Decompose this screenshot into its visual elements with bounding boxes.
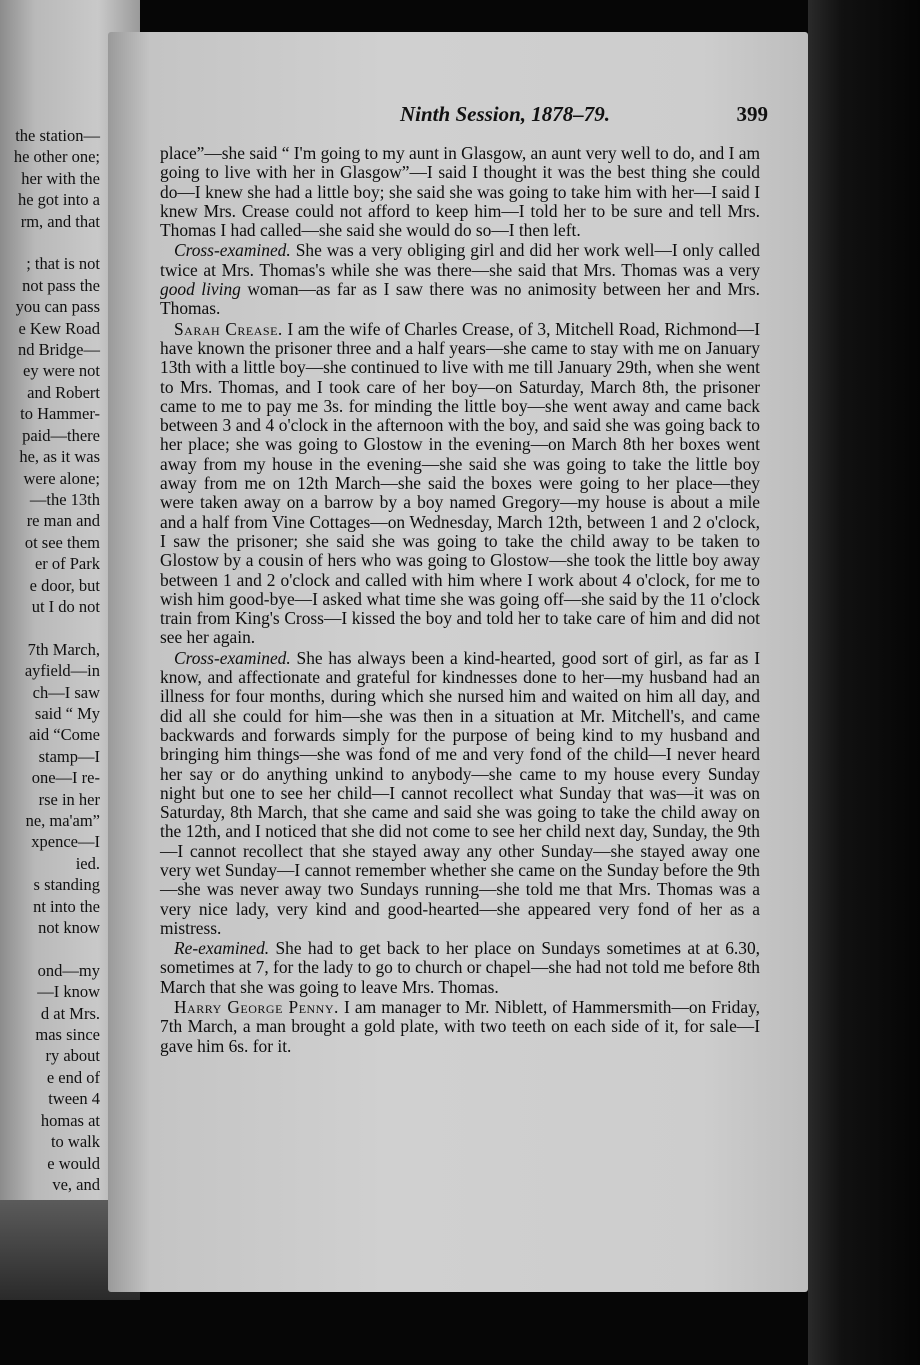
left-page-line: to walk [50, 1132, 100, 1152]
left-page-line: were alone; [23, 468, 100, 488]
left-page-line: tween 4 [48, 1089, 100, 1109]
page-header [168, 102, 768, 132]
left-page-line: ry about [45, 1046, 100, 1066]
page-body [160, 144, 760, 1056]
cross-examined-label-2: Cross-examined. [174, 647, 291, 668]
left-page-line: the station— [15, 126, 100, 145]
background-edge [808, 0, 920, 1365]
left-page-line: not pass the [22, 275, 100, 295]
left-page-line: and Robert [27, 382, 100, 402]
paragraph-4-text: She has always been a kind-hearted, good sort of girl, as far as I know, and affectionate and grateful for kindnesses done to her—my husband had an illness for four months, during which she nursed him and waited on him all day, and did all she could for him—she was then in a situation at Mr. Mitchell's, and came backwards and forwards simply for the purpose of being kind to my husband and bringing him things—she was fond of me and very fond of the child—I never heard her say or do anything unkind to anybody—she came to my house every Sunday night but one to see her child—I cannot recollect what Sunday that was—it was on Saturday, 8th March, that she came and said she was going to take the child away on the 12th, and I noticed that she did not come to see her child next day, Sunday, the 9th—I cannot recollect that she stayed away any other Sunday—she stayed away one very wet Sunday—I cannot remember whether she came on the Sunday before the 9th—she was never away two Sundays running—she told me that Mrs. Thomas was a very nice lady, very kind and good-hearted—she appeared very fond of her as a mistress. [160, 647, 760, 938]
left-page-line: ch—I saw [32, 682, 100, 702]
left-page-line: he other one; [13, 147, 100, 167]
left-page-line: —I know [37, 982, 100, 1002]
left-page-line: —the 13th [29, 489, 100, 509]
left-page-line [0, 617, 100, 638]
left-page-line: xpence—I [31, 832, 100, 852]
left-page-line: re man and [26, 511, 100, 531]
paragraph-re-examination [160, 939, 760, 997]
left-page-line: aid “Come [28, 725, 100, 745]
left-page-line: e would [47, 1153, 100, 1173]
left-page-line: ne, ma'am” [25, 811, 100, 830]
left-page-line: rse in her [38, 789, 100, 809]
left-page-line: said “ My [34, 703, 100, 723]
left-page-line: 7th March, [27, 639, 100, 659]
emphasis-good-living: good living [160, 279, 241, 300]
left-page-line: er of Park [34, 554, 100, 574]
left-page-line [0, 232, 100, 253]
witness-name-harry-george-penny: Harry George Penny. [174, 997, 339, 1018]
left-page-line: her with the [21, 168, 100, 188]
left-page-line: ey were not [23, 361, 100, 381]
left-page-line: ; that is not [26, 254, 100, 274]
left-page-line [0, 938, 100, 959]
paragraph-harry-george-penny [160, 998, 760, 1056]
left-page-line: e Kew Road [18, 318, 100, 338]
session-title: Ninth Session, 1878–79. [400, 102, 611, 126]
left-page-line: he got into a [17, 190, 100, 210]
cross-examined-label: Cross-examined. [174, 240, 291, 261]
left-page-line: ied. [75, 853, 100, 873]
witness-name-sarah-crease: Sarah Crease. [174, 318, 283, 339]
left-page-line: not know [38, 918, 100, 938]
paragraph-1-text: place”—she said “ I'm going to my aunt in Glasgow, an aunt very well to do, and I am going to live with her in Glasgow”—I said I thought it was the best thing she could do—I knew she had a little boy; she said she was going to take him with her—I said I knew Mrs. Crease could not afford to keep him—I told her to be sure and tell Mrs. Thomas I had called—she said she would do so—I then left. [160, 143, 760, 241]
left-page-line: ut I do not [31, 596, 100, 616]
paragraph-2-text-b: woman—as far as I saw there was no animosity between her and Mrs. Thomas. [160, 279, 760, 319]
left-page-line: ond—my [37, 960, 100, 980]
left-page-line: paid—there [22, 425, 100, 445]
paragraph-cross-examination-1 [160, 241, 760, 318]
left-page-line: one—I re- [31, 768, 100, 788]
left-page-text [0, 125, 100, 1217]
paragraph-1 [160, 144, 760, 240]
re-examined-label: Re-examined. [174, 938, 270, 959]
paragraph-cross-examination-2 [160, 649, 760, 938]
paragraph-5-text: She had to get back to her place on Sundays sometimes at at 6.30, sometimes at 7, for the lady to go to church or chapel—she had not told me before 8th March that she was going to leave Mrs. Thomas. [160, 938, 760, 997]
left-page-line: stamp—I [38, 746, 100, 766]
page-number: 399 [736, 102, 768, 126]
paragraph-6-text: I am manager to Mr. Niblett, of Hammersmith—on Friday, 7th March, a man brought a gold plate, with two teeth on each side of it, for sale—I gave him 6s. for it. [160, 997, 760, 1056]
left-page-line: he, as it was [19, 447, 100, 467]
left-page-line: d at Mrs. [40, 1003, 100, 1023]
left-page-line: ot see them [24, 532, 100, 552]
paragraph-2-text-a: She was a very obliging girl and did her work well—I only called twice at Mrs. Thomas's while she was there—she said that Mrs. Thomas was a very [160, 240, 760, 280]
left-page-line: you can pass [15, 297, 100, 317]
left-page-line: homas at [40, 1110, 100, 1130]
paragraph-3-text: I am the wife of Charles Crease, of 3, Mitchell Road, Richmond—I have known the prisoner three and a half years—she came to stay with me on January 13th with a little boy—she continued to live with me till January 29th, when she went to Mrs. Thomas, and I took care of her boy—on Saturday, March 8th, the prisoner came to me to pay me 3s. for minding the little boy—she went away and came back between 3 and 4 o'clock in the afternoon with the boy, and said she was going back to her place; she was going to Glostow in the evening—on March 8th her boxes went away from my house in the evening—she said she was going to take the little boy away from me on 12th March—she said the boxes were going to her place—they were taken away on a barrow by a boy named Gregory—my house is about a mile and a half from Vine Cottages—on Wednesday, March 12th, between 1 and 2 o'clock, I saw the prisoner; she said she was going to take the child away to be taken to Glostow by a cousin of hers who was going to Glostow—she took the little boy away between 1 and 2 o'clock and called with him where I work about 4 o'clock, for me to wish him good-bye—I asked what time she was going off—she said by the 11 o'clock train from King's Cross—I kissed the boy and told her to take care of him and did not see her again. [160, 318, 760, 648]
left-page-line: nt into the [33, 896, 100, 916]
left-page-line: e door, but [29, 575, 100, 595]
left-page-line: ve, and [52, 1174, 100, 1194]
left-page-line: to Hammer- [20, 404, 100, 424]
book-page [108, 32, 808, 1292]
left-page-line: e end of [46, 1067, 100, 1087]
left-page-line: nd Bridge— [17, 340, 100, 360]
left-page-line: ayfield—in [24, 661, 100, 681]
paragraph-sarah-crease [160, 320, 760, 648]
left-page-line: s standing [33, 875, 100, 895]
left-page-line: mas since [35, 1025, 100, 1045]
left-page-line: rm, and that [20, 211, 100, 231]
